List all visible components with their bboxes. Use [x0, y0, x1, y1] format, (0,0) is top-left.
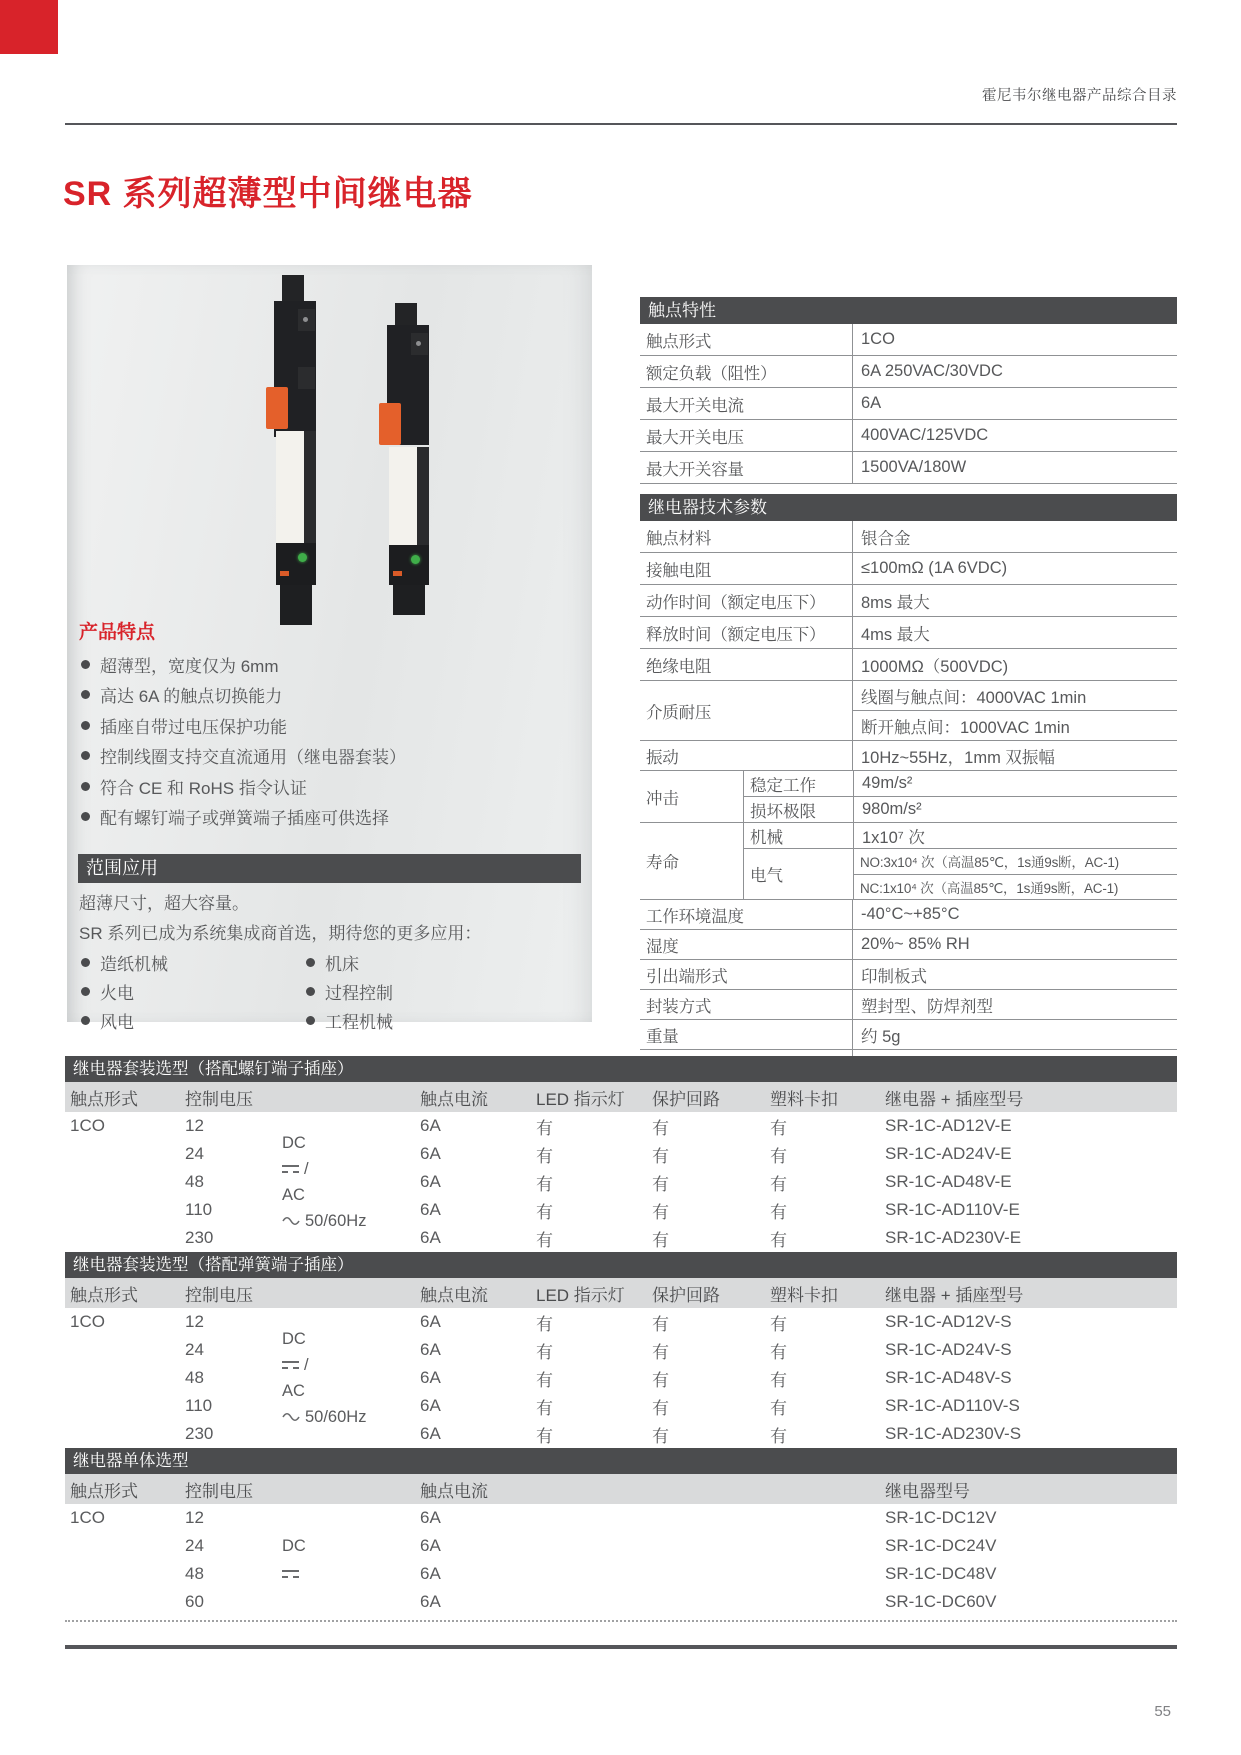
spec-sub-table	[743, 823, 1177, 899]
table-row	[65, 1532, 1177, 1560]
cell-voltage: 24	[185, 1536, 204, 1555]
dc-label: DC	[282, 1134, 306, 1152]
relay-base	[393, 585, 425, 615]
spec-label: 触点形式	[646, 332, 712, 351]
spec-label: 接触电阻	[646, 561, 712, 580]
cell-contact-form: 1CO	[70, 1312, 105, 1331]
relay-base	[280, 585, 312, 625]
cell-led: 有	[536, 1370, 553, 1390]
features-heading: 产品特点	[79, 622, 156, 643]
cell-current: 6A	[420, 1508, 441, 1527]
relay-led-indicator	[298, 553, 307, 562]
spec-sub-row	[744, 771, 1177, 796]
column-label: 触点形式	[70, 1481, 138, 1501]
spec-sub-label: 损坏极限	[750, 802, 816, 821]
table-row	[65, 1308, 1177, 1336]
spec-value: NO:3x10⁴ 次（高温85℃，1s通9s断，AC-1)	[860, 855, 1119, 871]
spec-row-life	[640, 823, 1177, 900]
header-divider	[65, 123, 1177, 125]
selection-table-heading-screw: 继电器套装选型（搭配螺钉端子插座）	[65, 1056, 1177, 1082]
voltage-notation	[282, 1326, 432, 1430]
table-row	[65, 1588, 1177, 1616]
applications-intro-2: SR 系列已成为系统集成商首选，期待您的更多应用：	[79, 924, 482, 943]
column-label: 塑料卡扣	[770, 1089, 838, 1109]
bullet-icon	[306, 958, 315, 967]
cell-voltage: 48	[185, 1564, 204, 1583]
spec-value-stack	[852, 681, 1177, 740]
feature-text: 配有螺钉端子或弹簧端子插座可供选择	[100, 809, 389, 829]
spec-label: 最大开关容量	[646, 460, 744, 479]
spec-row	[640, 1020, 1177, 1050]
cell-voltage: 12	[185, 1508, 204, 1527]
spacer	[640, 484, 1177, 494]
cell-clip: 有	[770, 1398, 787, 1418]
spec-sub-row	[744, 848, 1177, 899]
relay-screw	[416, 341, 421, 346]
cell-current: 6A	[420, 1144, 441, 1163]
cell-model: SR-1C-AD24V-E	[885, 1144, 1012, 1163]
cell-led: 有	[536, 1230, 553, 1250]
spec-value: 400VAC/125VDC	[852, 420, 1177, 451]
spec-label: 最大开关电流	[646, 396, 744, 415]
cell-voltage: 48	[185, 1172, 204, 1191]
cell-led: 有	[536, 1174, 553, 1194]
feature-text: 超薄型，宽度仅为 6mm	[100, 656, 279, 676]
cell-led: 有	[536, 1314, 553, 1334]
cell-current: 6A	[420, 1116, 441, 1135]
spec-value: 49m/s²	[853, 771, 1177, 796]
spec-sub-label: 稳定工作	[750, 776, 816, 795]
spec-row	[640, 900, 1177, 930]
application-text: 机床	[325, 955, 359, 974]
selection-column-header	[65, 1278, 1177, 1308]
table-row	[65, 1196, 1177, 1224]
spec-label: 冲击	[646, 789, 679, 808]
spec-row	[640, 741, 1177, 771]
cell-clip: 有	[770, 1230, 787, 1250]
spec-value: 塑封型、防焊剂型	[852, 990, 1177, 1019]
column-label: LED 指示灯	[536, 1285, 625, 1305]
spec-label: 引出端形式	[646, 967, 728, 986]
spec-value: 20%~ 85% RH	[852, 930, 1177, 959]
table-row	[65, 1504, 1177, 1532]
ac-label: AC	[282, 1186, 305, 1204]
spec-label: 湿度	[646, 937, 679, 956]
brand-red-corner	[0, 0, 58, 54]
application-item	[79, 950, 304, 975]
cell-protection: 有	[652, 1118, 669, 1138]
spec-label: 绝缘电阻	[646, 657, 712, 676]
cell-led: 有	[536, 1118, 553, 1138]
spec-row	[640, 388, 1177, 420]
cell-led: 有	[536, 1146, 553, 1166]
spec-value: -40°C~+85°C	[852, 900, 1177, 929]
bullet-icon	[81, 690, 90, 699]
application-item	[304, 979, 529, 1004]
applications-list	[79, 948, 559, 1035]
selection-tables	[65, 1056, 1177, 1616]
spec-sub-row	[744, 823, 1177, 848]
column-label: 触点电流	[420, 1285, 488, 1305]
cell-model: SR-1C-AD48V-E	[885, 1172, 1012, 1191]
cell-voltage: 12	[185, 1116, 204, 1135]
cell-protection: 有	[652, 1370, 669, 1390]
spec-row	[640, 930, 1177, 960]
left-info-panel	[67, 265, 592, 1032]
application-item	[304, 950, 529, 975]
relay-label-block	[389, 545, 429, 585]
spec-value: 6A	[852, 388, 1177, 419]
spec-label: 额定负载（阻性）	[646, 364, 777, 383]
table-row	[65, 1112, 1177, 1140]
cell-voltage: 110	[185, 1396, 213, 1415]
applications-intro-1: 超薄尺寸，超大容量。	[79, 894, 249, 913]
spec-value: 线圈与触点间：4000VAC 1min	[861, 688, 1087, 707]
spec-sub-table	[743, 771, 1177, 822]
cell-contact-form: 1CO	[70, 1116, 105, 1135]
bullet-icon	[81, 721, 90, 730]
application-item	[79, 1008, 304, 1033]
bullet-icon	[81, 1016, 90, 1025]
application-text: 火电	[100, 984, 134, 1003]
spec-row	[640, 960, 1177, 990]
column-label: 继电器 + 插座型号	[885, 1089, 1024, 1109]
table-row	[65, 1392, 1177, 1420]
relay-orange-mark	[280, 571, 289, 576]
cell-model: SR-1C-AD24V-S	[885, 1340, 1012, 1359]
catalog-header-text: 霍尼韦尔继电器产品综合目录	[982, 88, 1177, 104]
column-label: 继电器 + 插座型号	[885, 1285, 1024, 1305]
application-text: 风电	[100, 1013, 134, 1032]
feature-text: 符合 CE 和 RoHS 指令认证	[100, 778, 307, 798]
column-label: 控制电压	[185, 1481, 253, 1501]
dc-label: DC	[282, 1330, 306, 1348]
dc-symbol-icon	[282, 1165, 299, 1174]
spec-row	[640, 324, 1177, 356]
selection-table-heading-single: 继电器单体选型	[65, 1448, 1177, 1474]
product-photo-relay-1	[272, 275, 322, 625]
feature-item	[79, 649, 406, 680]
spec-value: 1500VA/180W	[852, 452, 1177, 483]
table-row	[65, 1560, 1177, 1588]
slash: /	[304, 1356, 309, 1374]
features-list	[79, 649, 406, 832]
ac-sine-icon	[282, 1208, 300, 1234]
cell-protection: 有	[652, 1314, 669, 1334]
cell-model: SR-1C-DC12V	[885, 1508, 997, 1527]
spec-value: 10Hz~55Hz，1mm 双振幅	[852, 741, 1177, 770]
cell-current: 6A	[420, 1424, 441, 1443]
spec-label: 介质耐压	[646, 703, 712, 722]
frequency: 50/60Hz	[305, 1212, 367, 1230]
spec-row	[640, 649, 1177, 681]
column-label: 控制电压	[185, 1089, 253, 1109]
applications-heading: 范围应用	[78, 854, 581, 883]
spec-value: ≤100mΩ (1A 6VDC)	[852, 553, 1177, 584]
application-item	[304, 1008, 529, 1033]
relay-screw	[303, 317, 308, 322]
spec-label: 释放时间（额定电压下）	[646, 625, 826, 644]
column-label: 保护回路	[652, 1285, 720, 1305]
selection-rows	[65, 1308, 1177, 1448]
voltage-notation	[282, 1532, 432, 1588]
spec-tables	[640, 297, 1177, 1080]
column-label: 继电器型号	[885, 1481, 970, 1501]
spec-row	[640, 585, 1177, 617]
cell-model: SR-1C-AD12V-S	[885, 1312, 1012, 1331]
spec-row	[640, 356, 1177, 388]
cell-model: SR-1C-AD110V-E	[885, 1200, 1020, 1219]
relay-led-indicator	[411, 555, 420, 564]
spec-label: 寿命	[646, 854, 679, 872]
spec-value: 印制板式	[852, 960, 1177, 989]
spec-value: 约 5g	[852, 1020, 1177, 1049]
cell-voltage: 24	[185, 1144, 204, 1163]
page-title: SR 系列超薄型中间继电器	[63, 175, 473, 213]
spec-row	[640, 553, 1177, 585]
spec-value: 8ms 最大	[852, 585, 1177, 616]
table-row	[65, 1224, 1177, 1252]
applications-row	[79, 948, 559, 977]
feature-item	[79, 741, 406, 772]
cell-led: 有	[536, 1342, 553, 1362]
cell-current: 6A	[420, 1536, 441, 1555]
slash: /	[304, 1160, 309, 1178]
cell-model: SR-1C-DC48V	[885, 1564, 997, 1583]
table-row	[65, 1140, 1177, 1168]
table-row	[65, 1364, 1177, 1392]
spec-row	[640, 452, 1177, 484]
cell-clip: 有	[770, 1202, 787, 1222]
cell-voltage: 48	[185, 1368, 204, 1387]
cell-current: 6A	[420, 1396, 441, 1415]
feature-item	[79, 802, 406, 833]
spec-label: 工作环境温度	[646, 907, 744, 926]
table-row	[65, 1336, 1177, 1364]
bullet-icon	[81, 751, 90, 760]
feature-item	[79, 710, 406, 741]
feature-text: 插座自带过电压保护功能	[100, 717, 287, 737]
cell-current: 6A	[420, 1368, 441, 1387]
bullet-icon	[81, 987, 90, 996]
cell-protection: 有	[652, 1202, 669, 1222]
page-number: 55	[1154, 1703, 1171, 1720]
relay-label-block	[276, 543, 316, 585]
spec-label: 封装方式	[646, 997, 712, 1016]
ac-sine-icon	[282, 1404, 300, 1430]
cell-led: 有	[536, 1398, 553, 1418]
selection-column-header	[65, 1082, 1177, 1112]
spec-row	[640, 617, 1177, 649]
spec-value: NC:1x10⁴ 次（高温85℃，1s通9s断，AC-1)	[854, 874, 1177, 900]
spec-label: 振动	[646, 748, 679, 767]
column-label: 触点电流	[420, 1481, 488, 1501]
relay-orange-mark	[393, 571, 402, 576]
spec-value: 1x10⁷ 次	[853, 823, 1177, 848]
spec-sub-label: 机械	[750, 828, 783, 847]
cell-model: SR-1C-AD230V-S	[885, 1424, 1022, 1443]
cell-voltage: 60	[185, 1592, 204, 1611]
cell-protection: 有	[652, 1398, 669, 1418]
cell-clip: 有	[770, 1342, 787, 1362]
bullet-icon	[306, 987, 315, 996]
spec-value: 断开触点间：1000VAC 1min	[853, 710, 1177, 740]
cell-contact-form: 1CO	[70, 1508, 105, 1527]
cell-clip: 有	[770, 1314, 787, 1334]
feature-item	[79, 680, 406, 711]
cell-current: 6A	[420, 1172, 441, 1191]
column-label: 触点形式	[70, 1285, 138, 1305]
selection-column-header	[65, 1474, 1177, 1504]
cell-model: SR-1C-AD230V-E	[885, 1228, 1022, 1247]
cell-clip: 有	[770, 1426, 787, 1446]
spec-label: 重量	[646, 1027, 679, 1046]
cell-led: 有	[536, 1202, 553, 1222]
spec-row-dielectric	[640, 681, 1177, 741]
cell-protection: 有	[652, 1426, 669, 1446]
cell-led: 有	[536, 1426, 553, 1446]
column-label: 保护回路	[652, 1089, 720, 1109]
dc-symbol-icon	[282, 1570, 299, 1579]
spec-label: 动作时间（额定电压下）	[646, 593, 826, 612]
spec-row	[640, 990, 1177, 1020]
cell-protection: 有	[652, 1342, 669, 1362]
spec-value: 1000MΩ（500VDC)	[852, 649, 1177, 680]
cell-model: SR-1C-AD12V-E	[885, 1116, 1012, 1135]
bullet-icon	[81, 812, 90, 821]
applications-row	[79, 977, 559, 1006]
cell-current: 6A	[420, 1564, 441, 1583]
application-text: 造纸机械	[100, 955, 168, 974]
spec-label: 触点材料	[646, 529, 712, 548]
cell-current: 6A	[420, 1200, 441, 1219]
bullet-icon	[81, 958, 90, 967]
spec-label: 最大开关电压	[646, 428, 744, 447]
spec-value-stack	[853, 849, 1177, 899]
relay-orange-latch	[266, 387, 288, 429]
selection-table-heading-spring: 继电器套装选型（搭配弹簧端子插座）	[65, 1252, 1177, 1278]
relay-orange-latch	[379, 403, 401, 445]
contact-table-heading: 触点特性	[640, 297, 1177, 324]
bullet-icon	[81, 660, 90, 669]
applications-row	[79, 1006, 559, 1035]
frequency: 50/60Hz	[305, 1408, 367, 1426]
spec-row	[640, 521, 1177, 553]
cell-clip: 有	[770, 1370, 787, 1390]
cell-current: 6A	[420, 1340, 441, 1359]
column-label: 塑料卡扣	[770, 1285, 838, 1305]
cell-current: 6A	[420, 1592, 441, 1611]
footer-divider	[65, 1645, 1177, 1649]
spec-value: 6A 250VAC/30VDC	[852, 356, 1177, 387]
spec-sub-row	[744, 796, 1177, 822]
table-row	[65, 1168, 1177, 1196]
table-row	[65, 1420, 1177, 1448]
cell-protection: 有	[652, 1146, 669, 1166]
selection-rows	[65, 1112, 1177, 1252]
cell-voltage: 110	[185, 1200, 213, 1219]
relay-terminal-block	[298, 367, 315, 389]
cell-voltage: 230	[185, 1424, 214, 1443]
column-label: 触点电流	[420, 1089, 488, 1109]
dc-label: DC	[282, 1537, 306, 1555]
cell-protection: 有	[652, 1230, 669, 1250]
spec-value: 980m/s²	[853, 797, 1177, 822]
application-text: 工程机械	[325, 1013, 393, 1032]
cell-voltage: 24	[185, 1340, 204, 1359]
feature-text: 高达 6A 的触点切换能力	[100, 687, 283, 707]
application-text: 过程控制	[325, 984, 393, 1003]
tech-table-heading: 继电器技术参数	[640, 494, 1177, 521]
spec-value: 银合金	[852, 521, 1177, 552]
spec-value: 4ms 最大	[852, 617, 1177, 648]
column-label: 控制电压	[185, 1285, 253, 1305]
cell-protection: 有	[652, 1174, 669, 1194]
selection-rows	[65, 1504, 1177, 1616]
spec-row	[640, 420, 1177, 452]
cell-model: SR-1C-DC60V	[885, 1592, 997, 1611]
product-photo-relay-2	[385, 303, 435, 615]
cell-clip: 有	[770, 1146, 787, 1166]
feature-item	[79, 771, 406, 802]
cell-current: 6A	[420, 1228, 441, 1247]
voltage-notation	[282, 1130, 432, 1234]
cell-model: SR-1C-AD110V-S	[885, 1396, 1020, 1415]
dc-symbol-icon	[282, 1361, 299, 1370]
feature-text: 控制线圈支持交直流通用（继电器套装）	[100, 748, 406, 768]
cell-voltage: 12	[185, 1312, 204, 1331]
column-label: LED 指示灯	[536, 1089, 625, 1109]
cell-voltage: 230	[185, 1228, 214, 1247]
bullet-icon	[81, 782, 90, 791]
spec-row-shock	[640, 771, 1177, 823]
cell-clip: 有	[770, 1118, 787, 1138]
cell-clip: 有	[770, 1174, 787, 1194]
application-item	[79, 979, 304, 1004]
cell-current: 6A	[420, 1312, 441, 1331]
cell-model: SR-1C-AD48V-S	[885, 1368, 1012, 1387]
cell-model: SR-1C-DC24V	[885, 1536, 997, 1555]
footer-dotted-divider	[65, 1620, 1177, 1622]
spec-value: 1CO	[852, 324, 1177, 355]
spec-sub-label: 电气	[750, 867, 783, 885]
ac-label: AC	[282, 1382, 305, 1400]
bullet-icon	[306, 1016, 315, 1025]
column-label: 触点形式	[70, 1089, 138, 1109]
